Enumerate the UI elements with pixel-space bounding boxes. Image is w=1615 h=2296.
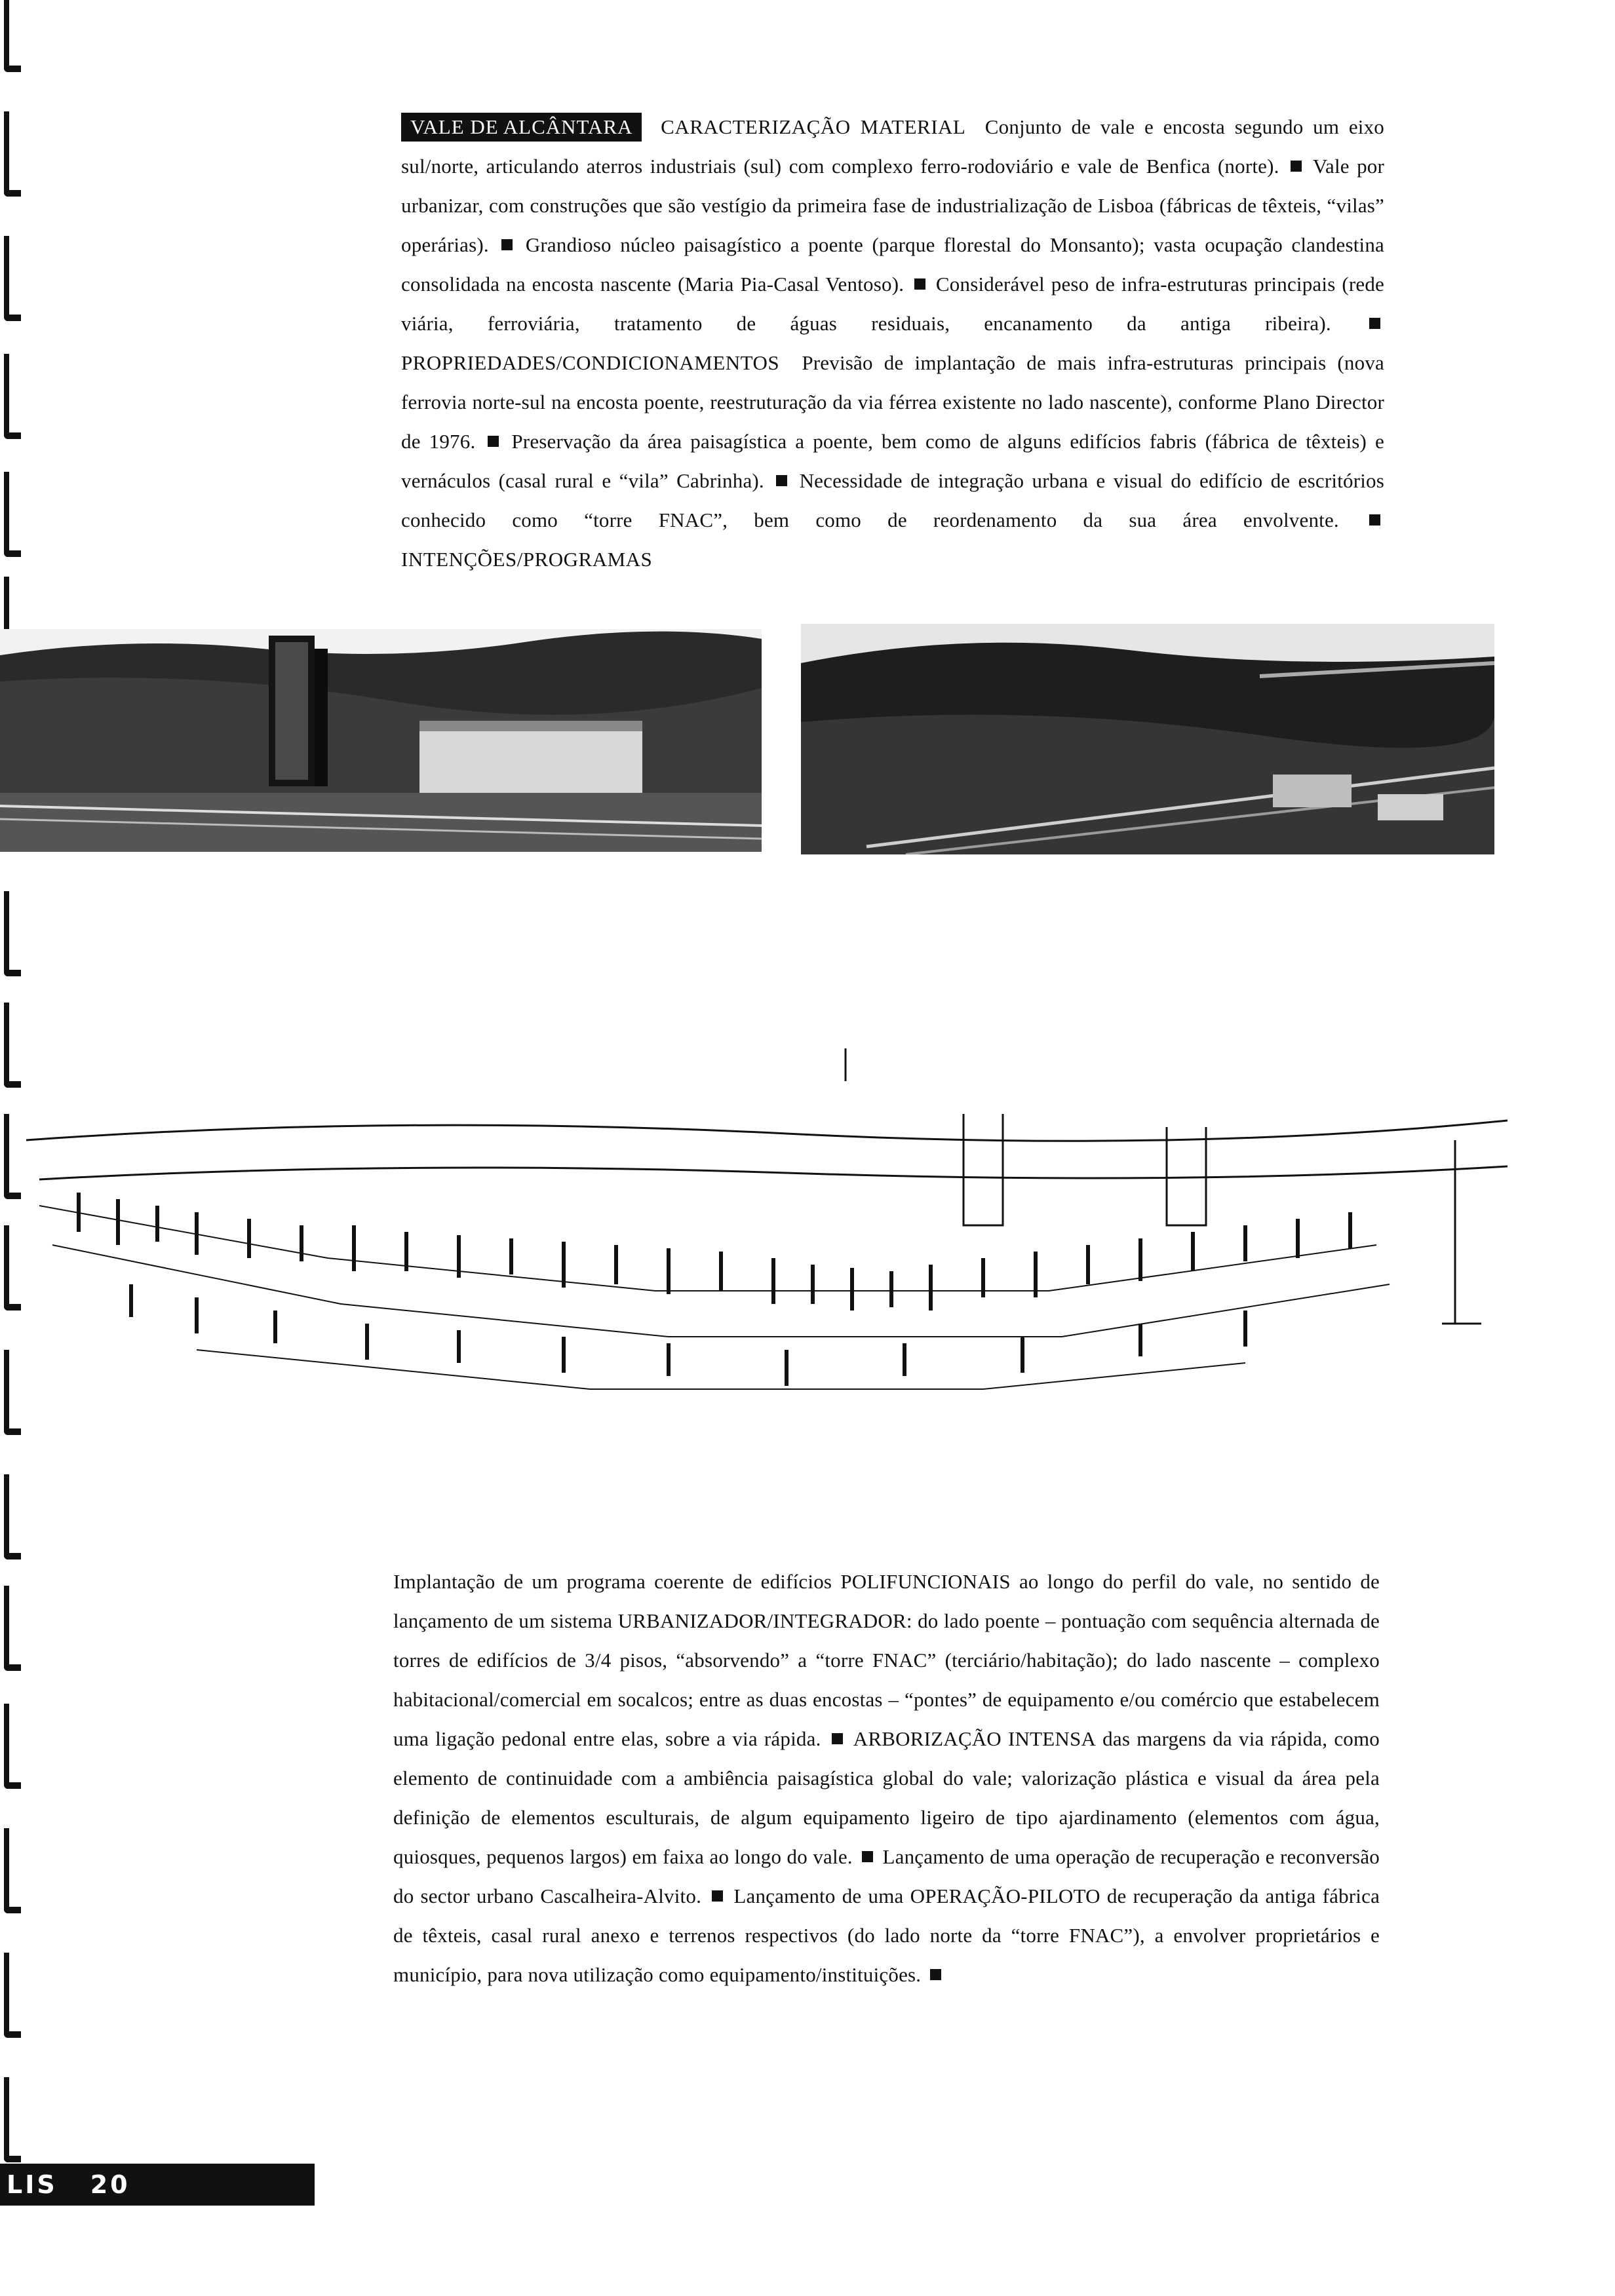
photo-valley-railway bbox=[801, 624, 1494, 854]
binding-mark bbox=[4, 1586, 21, 1671]
paragraph: Grandioso núcleo paisagístico a poente (parque florestal do Monsanto); vasta ocupação clandestina consolidada na encosta nascente (Maria Pia-Casal Ventoso). bbox=[401, 233, 1384, 296]
paragraph: ao longo do perfil do vale, no sentido de lançamento de um sistema bbox=[393, 1570, 1380, 1632]
photo-valley-tower bbox=[0, 629, 762, 852]
bullet-square-icon bbox=[776, 475, 787, 486]
paragraph: Preservação da área paisagística a poente, bem como de alguns edifícios fabris (fábrica de têxteis) e vernáculos (casal rural e “vila” Cabrinha). bbox=[401, 430, 1384, 492]
binding-mark bbox=[4, 891, 21, 976]
binding-mark bbox=[4, 0, 21, 72]
bullet-square-icon bbox=[914, 278, 925, 290]
binding-mark bbox=[4, 1474, 21, 1559]
footer-label: LIS bbox=[7, 2170, 58, 2199]
label-properties: PROPRIEDADES/CONDICIONAMENTOS bbox=[401, 351, 780, 374]
bullet-square-icon bbox=[712, 1890, 723, 1902]
page-footer bbox=[0, 2164, 315, 2206]
binding-mark bbox=[4, 1704, 21, 1789]
bullet-square-icon bbox=[930, 1969, 941, 1980]
section-heading: VALE DE ALCÂNTARA bbox=[401, 113, 642, 142]
paragraph: Lançamento de uma bbox=[733, 1885, 904, 1907]
binding-mark bbox=[4, 472, 21, 557]
paragraph: Vale por urbanizar, com construções que são vestígio da primeira fase de industrialização de Lisboa (fábricas de têxteis, “vilas” operárias). bbox=[401, 155, 1385, 256]
page-number: 20 bbox=[90, 2170, 130, 2199]
paragraph: das margens da via rápida, como elemento de continuidade com a ambiência paisagística global do vale; valorização plástica e visual da área pela definição de elementos esculturais, de algum equipamento ligeiro de tipo ajardinamento (elementos com água, quiosques, pequenos largos) em faixa ao longo do vale. bbox=[393, 1727, 1380, 1868]
label-material: CARACTERIZAÇÃO MATERIAL bbox=[661, 115, 966, 138]
paragraph: Necessidade de integração urbana e visual do edifício de escritórios conhecido como “torre FNAC”, bem como de reordenamento da sua área envolvente. bbox=[401, 469, 1385, 531]
paragraph: Conjunto de vale e encosta segundo um eixo sul/norte, articulando aterros industriais (sul) com complexo ferro-rodoviário e vale de Benfica (norte). bbox=[401, 115, 1385, 178]
bullet-square-icon bbox=[501, 239, 513, 250]
term: POLIFUNCIONAIS bbox=[840, 1570, 1011, 1593]
bullet-square-icon bbox=[832, 1733, 843, 1744]
binding-mark bbox=[4, 1953, 21, 2038]
paragraph: : do lado poente – pontuação com sequência alternada de torres de edifícios de 3/4 pisos, “absorvendo” a “torre FNAC” (terciário/habitação); do lado nascente – complexo habitacional/comercial em socalcos; entre as duas encostas – “pontes” de equipamento e/ou comércio que estabelecem uma ligação pedonal entre elas, sobre a via rápida. bbox=[393, 1609, 1380, 1750]
programs-text bbox=[393, 1562, 1380, 1995]
paragraph: Lançamento de uma operação de recuperação e reconversão do sector urbano Cascalheira-Alvito. bbox=[393, 1845, 1380, 1907]
binding-mark bbox=[4, 2077, 21, 2162]
paragraph: de recuperação da antiga fábrica de têxteis, casal rural anexo e terrenos respectivos (do lado norte da “torre FNAC”), a envolver proprietários e município, para nova utilização como equipamento/instituições. bbox=[393, 1885, 1380, 1986]
term: OPERAÇÃO-PILOTO bbox=[910, 1885, 1100, 1907]
perspective-sketch bbox=[0, 1009, 1615, 1455]
paragraph: Previsão de implantação de mais infra-estruturas principais (nova ferrovia norte-sul na encosta poente, reestruturação da via férrea existente no lado nascente), conforme Plano Director de 1976. bbox=[401, 351, 1384, 453]
paragraph: Considerável peso de infra-estruturas principais (rede viária, ferroviária, tratamento de águas residuais, encanamento da antiga ribeira). bbox=[401, 273, 1384, 335]
label-intentions: INTENÇÕES/PROGRAMAS bbox=[401, 548, 653, 571]
term: URBANIZADOR/INTEGRADOR bbox=[617, 1609, 906, 1632]
binding-mark bbox=[4, 1828, 21, 1913]
bullet-square-icon bbox=[488, 436, 499, 447]
bullet-square-icon bbox=[1369, 514, 1380, 526]
bullet-square-icon bbox=[1369, 318, 1380, 329]
characterization-text bbox=[401, 107, 1384, 579]
paragraph: Implantação de um programa coerente de edifícios bbox=[393, 1570, 832, 1593]
term: ARBORIZAÇÃO INTENSA bbox=[853, 1727, 1097, 1750]
binding-mark bbox=[4, 111, 21, 197]
bullet-square-icon bbox=[1291, 161, 1302, 172]
binding-mark bbox=[4, 236, 21, 321]
bullet-square-icon bbox=[862, 1851, 873, 1862]
binding-mark bbox=[4, 354, 21, 439]
